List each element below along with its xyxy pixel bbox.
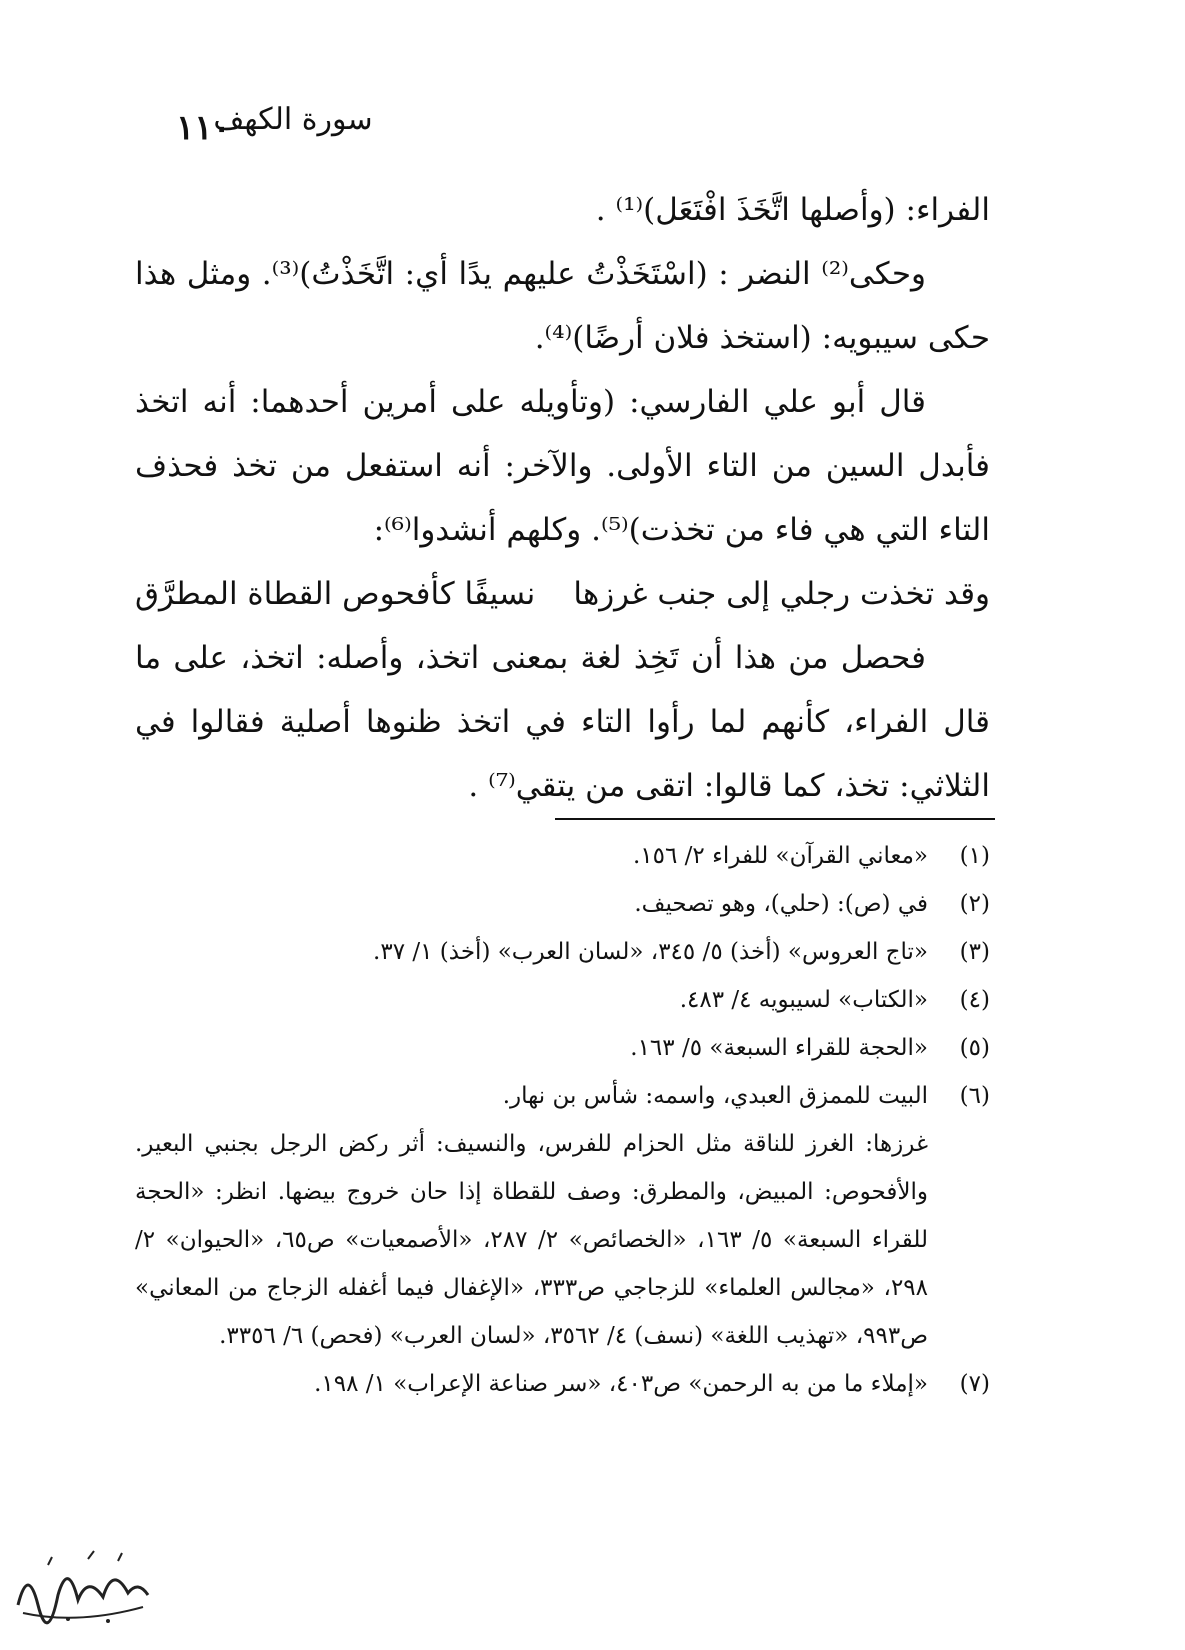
verse-first-hemistich: وقد تخذت رجلي إلى جنب غرزها — [573, 576, 990, 612]
footnote-number: (٧) — [959, 1371, 990, 1397]
footnote — [135, 928, 990, 976]
footnote-separator — [555, 818, 995, 820]
footnote — [135, 1072, 990, 1120]
footnote-text: «الكتاب» لسيبويه ٤/ ٤٨٣. — [679, 987, 928, 1013]
page-number: ١١٠ — [176, 108, 231, 148]
text-paragraph: قال أبو علي الفارسي: (وتأويله على أمرين أحدهما: أنه اتخذ فأبدل السين من التاء الأولى. والآخر: أنه استفعل من تخذ فحذف التاء التي هي فاء من تخذت)⁽⁵⁾. وكلهم أنشدوا⁽⁶⁾: — [135, 384, 990, 548]
calligraphy-logo-icon — [8, 1535, 158, 1635]
footnote — [135, 1360, 990, 1408]
logo-svg — [8, 1535, 158, 1635]
footnote-text: في (ص): (حلي)، وهو تصحيف. — [634, 891, 928, 917]
text-line: الفراء: (وأصلها اتَّخَذَ افْتَعَل)⁽¹⁾ . — [595, 192, 990, 228]
footnote-text: «الحجة للقراء السبعة» ٥/ ١٦٣. — [630, 1035, 928, 1061]
footnote — [135, 832, 990, 880]
surah-title: سورة الكهف — [213, 102, 373, 137]
footnote-text: «إملاء ما من به الرحمن» ص٤٠٣، «سر صناعة الإعراب» ١/ ١٩٨. — [314, 1371, 928, 1397]
footnote-continuation: غرزها: الغرز للناقة مثل الحزام للفرس، والنسيف: أثر ركض الرجل بجنبي البعير. والأفحوص: المبيض، والمطرق: وصف للقطاة إذا حان خروج بيضها. انظر: «الحجة للقراء السبعة» ٥/ ١٦٣، «الخصائص» ٢/ ٢٨٧، «الأصمعيات» ص٦٥، «الحيوان» ٢/ ٢٩٨، «مجالس العلماء» للزجاجي ص٣٣٣، «الإغفال فيما أغفله الزجاج من المعاني» ص٩٩٣، «تهذيب اللغة» (نسف) ٤/ ٣٥٦٢، «لسان العرب» (فحص) ٦/ ٣٣٥٦. — [135, 1131, 928, 1349]
footnote-number: (٤) — [959, 987, 990, 1013]
poetry-verse — [135, 562, 990, 626]
footnotes — [135, 832, 990, 1408]
text-paragraph: فحصل من هذا أن تَخِذ لغة بمعنى اتخذ، وأصله: اتخذ، على ما قال الفراء، كأنهم لما رأوا التاء في اتخذ ظنوها أصلية فقالوا في الثلاثي: تخذ، كما قالوا: اتقى من يتقي⁽⁷⁾ . — [135, 640, 990, 804]
footnote-text: البيت للممزق العبدي، واسمه: شأس بن نهار. — [502, 1083, 928, 1109]
footnote — [135, 1024, 990, 1072]
verse-second-hemistich: نسيفًا كأفحوص القطاة المطرَّق — [135, 576, 536, 612]
footnote — [135, 976, 990, 1024]
footnote-number: (٢) — [959, 891, 990, 917]
footnote-text: «تاج العروس» (أخذ) ٥/ ٣٤٥، «لسان العرب» (أخذ) ١/ ٣٧. — [373, 939, 928, 965]
footnote-number: (١) — [959, 843, 990, 869]
main-text — [135, 178, 990, 818]
text-paragraph: وحكى⁽²⁾ النضر : (اسْتَخَذْتُ عليهم يدًا أي: اتَّخَذْتُ)⁽³⁾. ومثل هذا حكى سيبويه: (استخذ فلان أرضًا)⁽⁴⁾. — [135, 256, 990, 356]
footnote-number: (٣) — [959, 939, 990, 965]
footnote-number: (٥) — [959, 1035, 990, 1061]
footnote — [135, 880, 990, 928]
footnote-text: «معاني القرآن» للفراء ٢/ ١٥٦. — [632, 843, 928, 869]
footnote-number: (٦) — [959, 1083, 990, 1109]
